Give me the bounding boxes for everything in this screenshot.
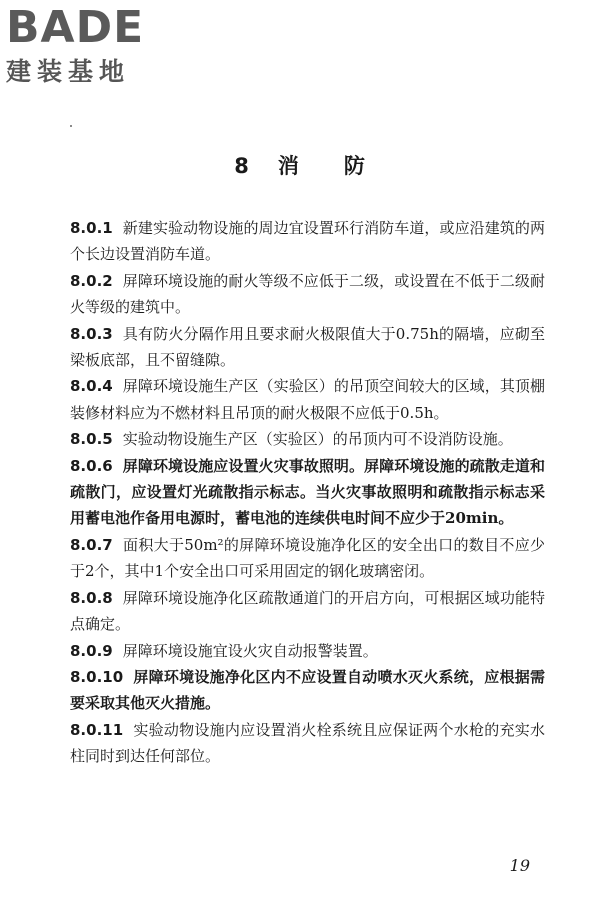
clause-8-0-9: 8.0.9 屏障环境设施宜设火灾自动报警装置。 [70,641,378,660]
chapter-title-part1: 消 [277,154,300,178]
clause-8-0-4: 8.0.4 屏障环境设施生产区（实验区）的吊顶空间较大的区域，其顶棚装修材料应为不燃材料且吊顶的耐火极限不应低于0.5h。 [70,377,545,422]
clause-8-0-2: 8.0.2 屏障环境设施的耐火等级不应低于二级，或设置在不低于二级耐火等级的建筑中。 [70,271,545,317]
clause-8-0-5: 8.0.5 实验动物设施生产区（实验区）的吊顶内可不设消防设施。 [70,430,513,449]
logo-subtitle: 建装基地 [6,57,131,86]
clause-8-0-8: 8.0.8 屏障环境设施净化区疏散通道门的开启方向，可根据区域功能特点确定。 [70,588,545,634]
clause-8-0-6: 8.0.6 屏障环境设施应设置火灾事故照明。屏障环境设施的疏散走道和疏散门，应设置灯光疏散指示标志。当火灾事故照明和疏散指示标志采用蓄电池作备用电源时，蓄电池的连续供电时间不应少于20min。 [70,456,545,528]
logo-brand: BADE [6,2,145,53]
clause-8-0-11: 8.0.11 实验动物设施内应设置消火栓系统且应保证两个水枪的充实水柱同时到达任何部位。 [70,720,545,766]
clause-8-0-7: 8.0.7 面积大于50m²的屏障环境设施净化区的安全出口的数目不应少于2个，其中1个安全出口可采用固定的钢化玻璃密闭。 [70,535,545,581]
page-number: 19 [509,856,530,875]
chapter-title-part2: 防 [343,154,366,178]
chapter-title [0,150,600,180]
clause-8-0-1: 8.0.1 新建实验动物设施的周边宜设置环行消防车道，或应沿建筑的两个长边设置消防车道。 [70,219,545,264]
chapter-number: 8 [234,154,250,178]
clause-8-0-10: 8.0.10 屏障环境设施净化区内不应设置自动喷水灭火系统，应根据需要采取其他灭火措施。 [70,667,545,713]
clause-8-0-3: 8.0.3 具有防火分隔作用且要求耐火极限值大于0.75h的隔墙，应砌至梁板底部，且不留缝隙。 [70,324,545,370]
bade-logo [6,4,176,88]
clause-list [70,215,545,770]
scan-dot [70,125,72,127]
